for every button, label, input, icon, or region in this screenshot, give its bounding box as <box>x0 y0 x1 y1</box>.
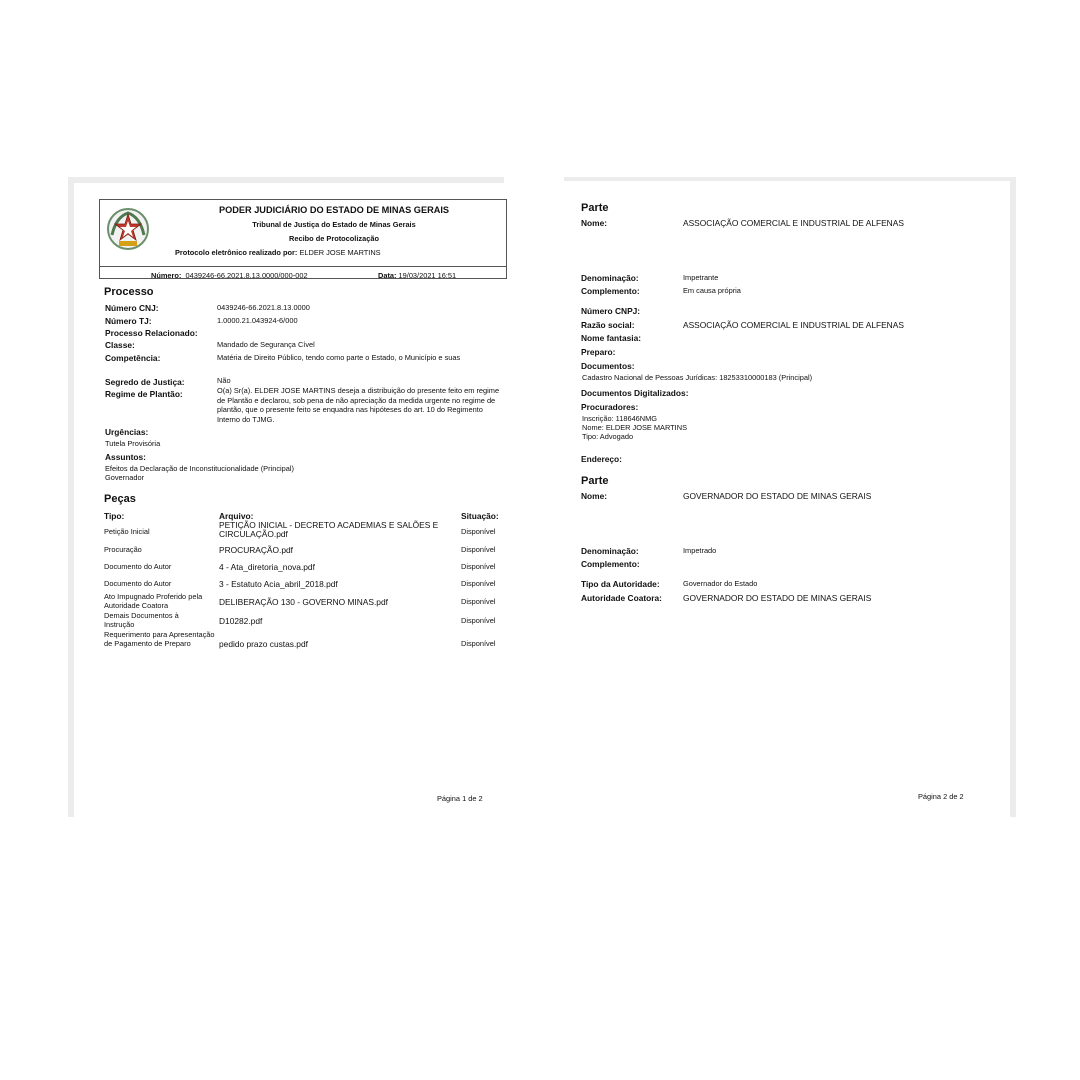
procurador-nome: Nome: ELDER JOSE MARTINS <box>582 423 687 432</box>
protocol-value: ELDER JOSE MARTINS <box>299 248 381 257</box>
denominacao-label: Denominação: <box>581 273 639 283</box>
nome-label: Nome: <box>581 218 608 228</box>
header-divider <box>99 266 507 267</box>
procuradores-label: Procuradores: <box>581 402 639 412</box>
table-row-situacao: Disponível <box>461 639 496 648</box>
table-row-arquivo[interactable]: D10282.pdf <box>219 616 263 626</box>
denominacao-value: Impetrado <box>683 546 717 555</box>
court-title: PODER JUDICIÁRIO DO ESTADO DE MINAS GERAIS <box>218 205 450 215</box>
procurador-tipo: Tipo: Advogado <box>582 432 634 441</box>
segredo-value: Não <box>217 376 231 385</box>
plantao-value: O(a) Sr(a). ELDER JOSE MARTINS deseja a distribuição do presente feito em regime de Plantão e declarou, sob pena de não apreciação da medida urgente no regime de plantão, que o presente feito se enquadra nas hipóteses do art. 10 do Regimento Interno do TJMG. <box>217 386 500 424</box>
data-label: Data: <box>378 271 397 280</box>
table-row-arquivo[interactable]: DELIBERAÇÃO 130 - GOVERNO MINAS.pdf <box>219 597 388 607</box>
tipo-autoridade-value: Governador do Estado <box>683 579 758 588</box>
autoridade-coatora-label: Autoridade Coatora: <box>581 593 662 603</box>
table-row-arquivo[interactable]: 3 - Estatuto Acia_abril_2018.pdf <box>219 579 338 589</box>
table-row-tipo: Requerimento para Apresentação de Pagamento de Preparo <box>104 630 215 648</box>
competencia-label: Competência: <box>105 353 161 363</box>
col-tipo: Tipo: <box>104 511 125 521</box>
urgencias-value: Tutela Provisória <box>105 439 161 448</box>
processo-heading: Processo <box>104 286 154 298</box>
documentos-value: Cadastro Nacional de Pessoas Jurídicas: 18253310000183 (Principal) <box>582 373 813 382</box>
table-row-arquivo[interactable]: PETIÇÃO INICIAL - DECRETO ACADEMIAS E SALÕES E CIRCULAÇÃO.pdf <box>219 520 439 540</box>
assuntos-label: Assuntos: <box>105 452 146 462</box>
protocol-line <box>175 248 381 257</box>
table-row-situacao: Disponível <box>461 579 496 588</box>
parte-heading: Parte <box>581 475 609 487</box>
protocol-label: Protocolo eletrônico realizado por: <box>175 248 298 257</box>
complemento-label: Complemento: <box>581 559 640 569</box>
table-row-tipo: Documento do Autor <box>104 579 172 588</box>
numero-cnj-value: 0439246-66.2021.8.13.0000 <box>217 303 310 312</box>
col-arquivo: Arquivo: <box>219 511 254 521</box>
numero-tj-label: Número TJ: <box>105 316 152 326</box>
receipt-title: Recibo de Protocolização <box>289 234 379 243</box>
table-row-arquivo[interactable]: 4 - Ata_diretoria_nova.pdf <box>219 562 315 572</box>
preparo-label: Preparo: <box>581 347 616 357</box>
document-page-2 <box>564 177 1016 817</box>
denominacao-label: Denominação: <box>581 546 639 556</box>
razao-social-value: ASSOCIAÇÃO COMERCIAL E INDUSTRIAL DE ALFENAS <box>683 320 904 330</box>
table-row-situacao: Disponível <box>461 527 496 536</box>
plantao-label: Regime de Plantão: <box>105 389 183 399</box>
numero-value: 0439246-66.2021.8.13.0000/000-002 <box>185 271 308 280</box>
coat-of-arms-icon <box>104 205 152 253</box>
numero-line <box>151 271 308 280</box>
urgencias-label: Urgências: <box>105 427 149 437</box>
procurador-inscricao: Inscrição: 118646NMG <box>582 414 658 423</box>
table-row-situacao: Disponível <box>461 597 496 606</box>
nome-value: GOVERNADOR DO ESTADO DE MINAS GERAIS <box>683 491 872 501</box>
tipo-autoridade-label: Tipo da Autoridade: <box>581 579 660 589</box>
assuntos-value-1: Efeitos da Declaração de Inconstitucionalidade (Principal) <box>105 464 294 473</box>
nome-fantasia-label: Nome fantasia: <box>581 333 642 343</box>
numero-label: Número: <box>151 271 182 280</box>
denominacao-value: Impetrante <box>683 273 719 282</box>
assuntos-value-2: Governador <box>105 473 145 482</box>
pecas-heading: Peças <box>104 493 136 505</box>
document-page-1 <box>68 177 504 817</box>
processo-relacionado-label: Processo Relacionado: <box>105 328 198 338</box>
classe-label: Classe: <box>105 340 135 350</box>
numero-tj-value: 1.0000.21.043924-6/000 <box>217 316 298 325</box>
razao-social-label: Razão social: <box>581 320 635 330</box>
table-row-arquivo[interactable]: PROCURAÇÃO.pdf <box>219 545 293 555</box>
table-row-tipo: Ato Impugnado Proferido pela Autoridade Coatora <box>104 592 203 610</box>
cnpj-label: Número CNPJ: <box>581 306 641 316</box>
data-line <box>378 271 456 280</box>
competencia-value: Matéria de Direito Público, tendo como parte o Estado, o Município e suas <box>217 353 461 362</box>
table-row-tipo: Petição Inicial <box>104 527 150 536</box>
court-subtitle: Tribunal de Justiça do Estado de Minas Gerais <box>252 220 416 229</box>
table-row-tipo: Demais Documentos à Instrução <box>104 611 179 629</box>
table-row-situacao: Disponível <box>461 545 496 554</box>
page-number-footer: Página 2 de 2 <box>918 792 964 801</box>
nome-value: ASSOCIAÇÃO COMERCIAL E INDUSTRIAL DE ALFENAS <box>683 218 904 228</box>
complemento-value: Em causa própria <box>683 286 741 295</box>
data-value: 19/03/2021 16:51 <box>398 271 457 280</box>
col-situacao: Situação: <box>461 511 499 521</box>
table-row-situacao: Disponível <box>461 616 496 625</box>
segredo-label: Segredo de Justiça: <box>105 377 185 387</box>
table-row-tipo: Procuração <box>104 545 142 554</box>
nome-label: Nome: <box>581 491 608 501</box>
autoridade-coatora-value: GOVERNADOR DO ESTADO DE MINAS GERAIS <box>683 593 872 603</box>
documentos-label: Documentos: <box>581 361 635 371</box>
classe-value: Mandado de Segurança Cível <box>217 340 315 349</box>
documentos-digitalizados-label: Documentos Digitalizados: <box>581 388 689 398</box>
table-row-situacao: Disponível <box>461 562 496 571</box>
complemento-label: Complemento: <box>581 286 640 296</box>
table-row-arquivo[interactable]: pedido prazo custas.pdf <box>219 639 308 649</box>
numero-cnj-label: Número CNJ: <box>105 303 159 313</box>
parte-heading: Parte <box>581 202 609 214</box>
endereco-label: Endereço: <box>581 454 622 464</box>
table-row-tipo: Documento do Autor <box>104 562 172 571</box>
page-number-footer: Página 1 de 2 <box>437 794 483 803</box>
